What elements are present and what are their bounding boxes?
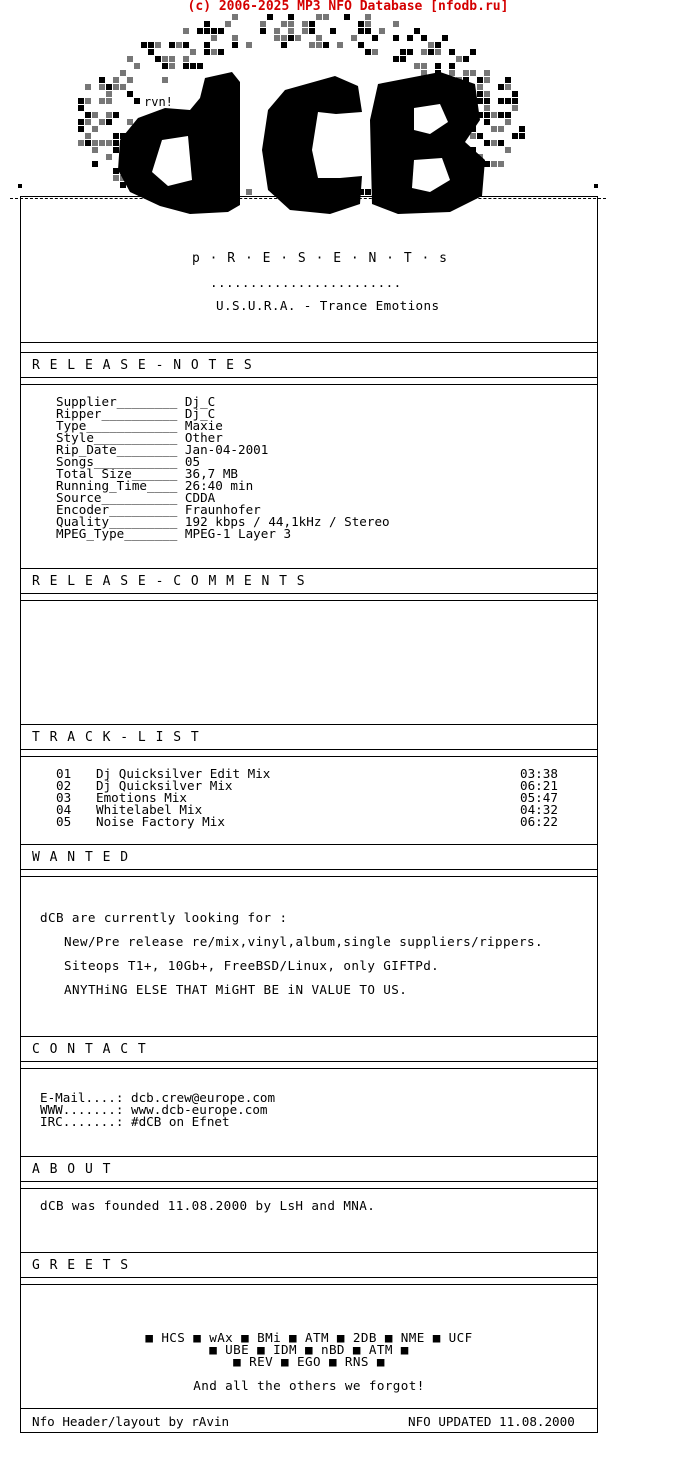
note-row: Encoder_________ Fraunhofer xyxy=(56,502,261,517)
section-divider xyxy=(20,384,598,385)
top-border xyxy=(20,196,598,197)
left-border xyxy=(20,196,21,1432)
track-number: 03 xyxy=(56,790,72,805)
presents-dots: ........................ xyxy=(210,275,402,290)
section-divider xyxy=(20,1068,598,1069)
note-row: MPEG_Type_______ MPEG-1 Layer 3 xyxy=(56,526,292,541)
corner-mark xyxy=(18,184,22,188)
bottom-border xyxy=(20,1432,598,1433)
track-time: 06:22 xyxy=(520,814,558,829)
track-time: 06:21 xyxy=(520,778,558,793)
dcb-logo xyxy=(0,0,696,240)
section-divider xyxy=(20,1252,598,1253)
greets-closing: And all the others we forgot! xyxy=(193,1378,425,1393)
wanted-intro: dCB are currently looking for : xyxy=(40,910,288,925)
note-row: Type____________ Maxie xyxy=(56,418,223,433)
note-row: Source__________ CDDA xyxy=(56,490,216,505)
note-row: Songs___________ 05 xyxy=(56,454,201,469)
wanted-heading: W A N T E D xyxy=(32,850,130,865)
track-number: 04 xyxy=(56,802,72,817)
track-time: 03:38 xyxy=(520,766,558,781)
footer-divider xyxy=(20,1408,598,1409)
section-divider xyxy=(20,1181,598,1182)
track-title: Dj Quicksilver Mix xyxy=(96,778,233,793)
section-divider xyxy=(20,1277,598,1278)
copyright-header: (c) 2006-2025 MP3 NFO Database [nfodb.ru] xyxy=(187,0,509,14)
track-title: Emotions Mix xyxy=(96,790,187,805)
about-text: dCB was founded 11.08.2000 by LsH and MNA. xyxy=(40,1198,376,1213)
note-row: Total Size______ 36,7 MB xyxy=(56,466,238,481)
wanted-line-3: ANYTHiNG ELSE THAT MiGHT BE iN VALUE TO US. xyxy=(64,982,408,997)
note-row: Supplier________ Dj_C xyxy=(56,394,216,409)
top-dash xyxy=(10,198,606,199)
section-divider xyxy=(20,1036,598,1037)
note-row: Rip_Date________ Jan-04-2001 xyxy=(56,442,269,457)
contact-irc-row: IRC.......: #dCB on Efnet xyxy=(40,1114,230,1129)
section-divider xyxy=(20,377,598,378)
wanted-line-2: Siteops T1+, 10Gb+, FreeBSD/Linux, only GIFTPd. xyxy=(64,958,440,973)
contact-www-row: WWW.......: www.dcb-europe.com xyxy=(40,1102,268,1117)
contact-heading: C O N T A C T xyxy=(32,1042,147,1057)
greets-line-3: ■ REV ■ EGO ■ RNS ■ xyxy=(233,1354,385,1369)
note-row: Quality_________ 192 kbps / 44,1kHz / Stereo xyxy=(56,514,390,529)
track-time: 05:47 xyxy=(520,790,558,805)
logo-letter-d xyxy=(118,72,240,214)
about-heading: A B O U T xyxy=(32,1162,112,1177)
track-title: Whitelabel Mix xyxy=(96,802,203,817)
footer-credit: Nfo Header/layout by rAvin xyxy=(32,1414,230,1429)
section-divider xyxy=(20,1284,598,1285)
tracklist-heading: T R A C K - L I S T xyxy=(32,730,200,745)
track-title: Dj Quicksilver Edit Mix xyxy=(96,766,271,781)
corner-mark xyxy=(594,184,598,188)
track-number: 01 xyxy=(56,766,72,781)
track-time: 04:32 xyxy=(520,802,558,817)
section-divider xyxy=(20,593,598,594)
release-title: U.S.U.R.A. - Trance Emotions xyxy=(216,298,440,313)
contact-email-row: E-Mail....: dcb.crew@europe.com xyxy=(40,1090,276,1105)
section-divider xyxy=(20,568,598,569)
section-divider xyxy=(20,724,598,725)
greets-line-2: ■ UBE ■ IDM ■ nBD ■ ATM ■ xyxy=(209,1342,409,1357)
section-divider xyxy=(20,600,598,601)
greets-heading: G R E E T S xyxy=(32,1258,130,1273)
track-number: 05 xyxy=(56,814,72,829)
footer-updated: NFO UPDATED 11.08.2000 xyxy=(408,1414,575,1429)
section-divider xyxy=(20,1156,598,1157)
section-divider xyxy=(20,749,598,750)
section-divider xyxy=(20,1188,598,1189)
section-divider xyxy=(20,756,598,757)
logo-letter-b xyxy=(370,72,485,214)
release-comments-heading: R E L E A S E - C O M M E N T S xyxy=(32,574,306,589)
section-divider xyxy=(20,342,598,343)
section-divider xyxy=(20,869,598,870)
track-number: 02 xyxy=(56,778,72,793)
right-border xyxy=(597,196,598,1432)
section-divider xyxy=(20,352,598,353)
note-row: Running_Time____ 26:40 min xyxy=(56,478,254,493)
track-title: Noise Factory Mix xyxy=(96,814,225,829)
section-divider xyxy=(20,1061,598,1062)
wanted-line-1: New/Pre release re/mix,vinyl,album,single suppliers/rippers. xyxy=(64,934,543,949)
release-notes-heading: R E L E A S E - N O T E S xyxy=(32,358,253,373)
contact-email-link[interactable]: dcb.crew@europe.com xyxy=(131,1090,276,1105)
note-row: Style___________ Other xyxy=(56,430,223,445)
logo-letter-c xyxy=(262,76,362,214)
greets-line-1: ■ HCS ■ wAx ■ BMi ■ ATM ■ 2DB ■ NME ■ UCF xyxy=(145,1330,473,1345)
contact-www-link[interactable]: www.dcb-europe.com xyxy=(131,1102,268,1117)
section-divider xyxy=(20,844,598,845)
logo-artist-tag: rvn! xyxy=(144,95,173,109)
presents-word: p · R · E · S · E · N · T · s xyxy=(192,251,448,266)
section-divider xyxy=(20,876,598,877)
note-row: Ripper__________ Dj_C xyxy=(56,406,216,421)
